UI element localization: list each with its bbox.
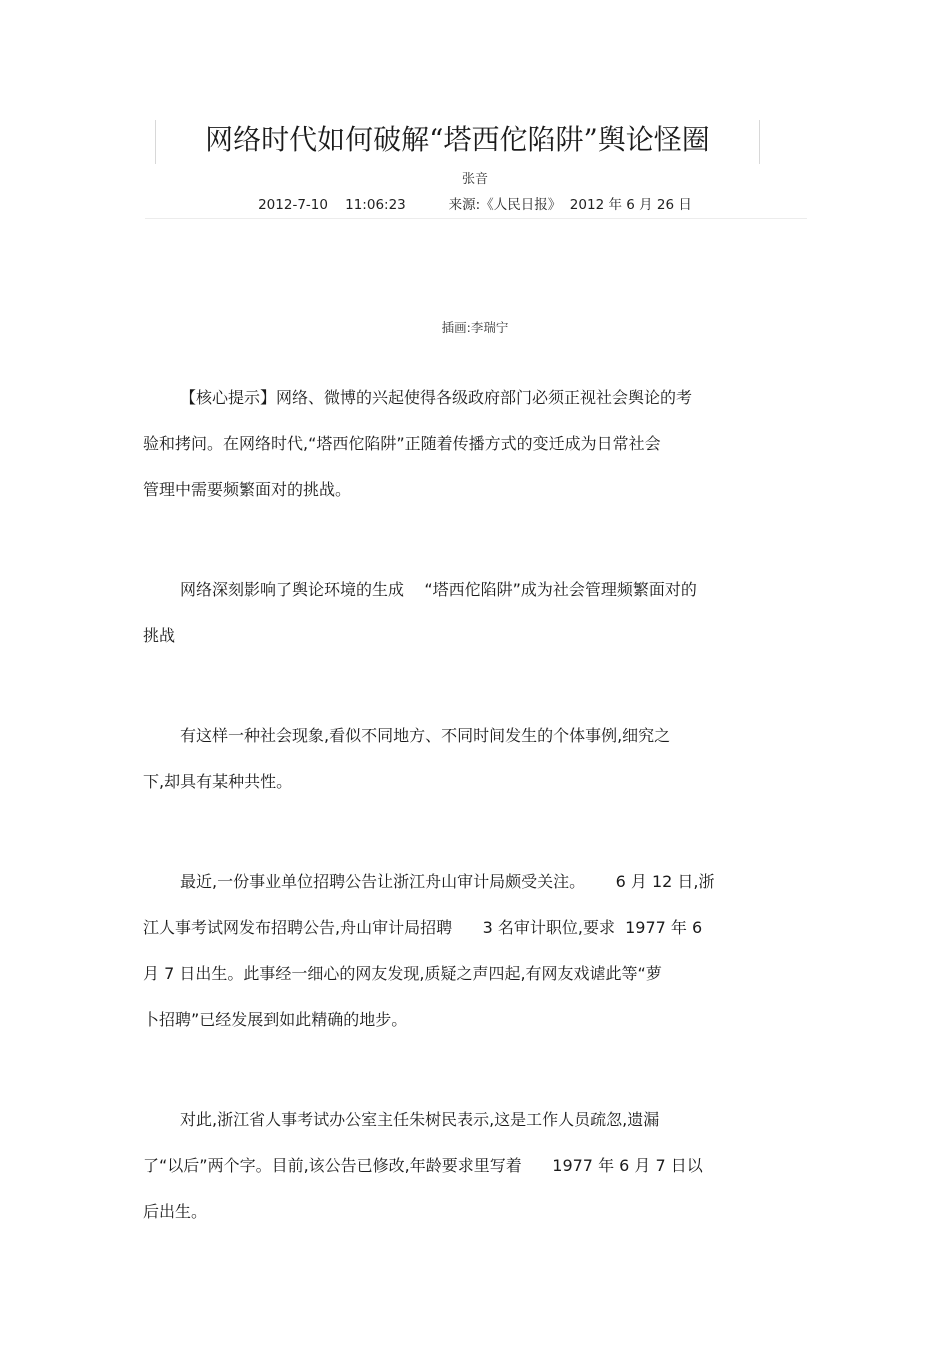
article-title: 网络时代如何破解“塔西佗陷阱”舆论怪圈 bbox=[155, 120, 760, 164]
author-name: 张音 bbox=[461, 172, 488, 187]
paragraph-line: 【核心提示】网络、微博的兴起使得各级政府部门必须正视社会舆论的考 bbox=[180, 388, 693, 407]
paragraph-line: 对此,浙江省人事考试办公室主任朱树民表示,这是工作人员疏忽,遗漏 bbox=[180, 1110, 660, 1129]
publish-meta: 2012-7-10 11:06:23 来源:《人民日报》 2012 年 6 月 26 日 bbox=[258, 197, 692, 213]
paragraph-line: 卜招聘”已经发展到如此精确的地步。 bbox=[143, 1010, 408, 1029]
paragraph bbox=[143, 1097, 803, 1235]
header-divider bbox=[145, 218, 807, 219]
paragraph bbox=[143, 375, 803, 513]
paragraph-line: 下,却具有某种共性。 bbox=[143, 772, 293, 791]
paragraph-line: 了“以后”两个字。目前,该公告已修改,年龄要求里写着 1977 年 6 月 7 日以 bbox=[143, 1156, 703, 1175]
paragraph-line: 有这样一种社会现象,看似不同地方、不同时间发生的个体事例,细究之 bbox=[180, 726, 671, 745]
paragraph-line: 最近,一份事业单位招聘公告让浙江舟山审计局颇受关注。 6 月 12 日,浙 bbox=[180, 872, 715, 891]
paragraph bbox=[143, 567, 803, 659]
paragraph-line: 江人事考试网发布招聘公告,舟山审计局招聘 3 名审计职位,要求 1977 年 6 bbox=[143, 918, 703, 937]
illustration-caption: 插画:李瑞宁 bbox=[441, 320, 509, 335]
paragraph-line: 验和拷问。在网络时代,“塔西佗陷阱”正随着传播方式的变迁成为日常社会 bbox=[143, 434, 661, 453]
paragraph bbox=[143, 713, 803, 805]
paragraph-line: 管理中需要频繁面对的挑战。 bbox=[143, 480, 352, 499]
paragraph-line: 网络深刻影响了舆论环境的生成 “塔西佗陷阱”成为社会管理频繁面对的 bbox=[180, 580, 697, 599]
paragraph bbox=[143, 859, 803, 1043]
paragraph-line: 挑战 bbox=[143, 626, 176, 645]
paragraph-line: 后出生。 bbox=[143, 1202, 208, 1221]
paragraph-line: 月 7 日出生。此事经一细心的网友发现,质疑之声四起,有网友戏谑此等“萝 bbox=[143, 964, 662, 983]
article-body bbox=[143, 375, 803, 1289]
